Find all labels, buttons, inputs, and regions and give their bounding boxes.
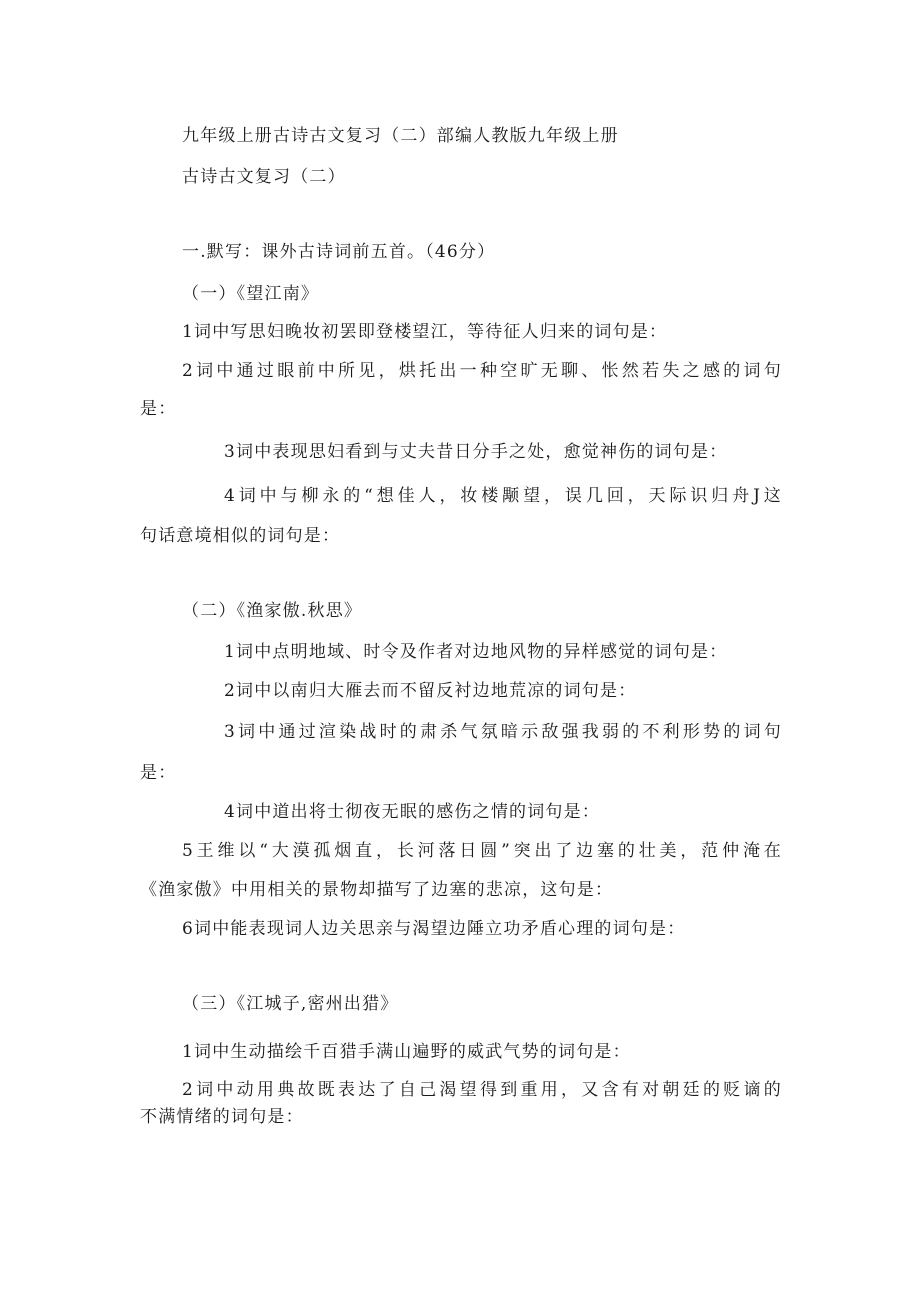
poem1-question-2-line1: 2词中通过眼前中所见，烘托出一种空旷无聊、怅然若失之感的词句 <box>182 361 782 381</box>
poem2-question-4: 4词中道出将士彻夜无眠的感伤之情的词句是： <box>224 802 601 822</box>
poem1-question-3: 3词中表现思妇看到与丈夫昔日分手之处，愈觉神伤的词句是： <box>224 442 728 462</box>
poem2-question-6: 6词中能表现词人边关思亲与渴望边陲立功矛盾心理的词句是： <box>182 919 686 939</box>
poem2-question-1: 1词中点明地域、时令及作者对边地风物的异样感觉的词句是： <box>224 642 728 662</box>
poem1-question-1: 1词中写思妇晚妆初罢即登楼望江，等待征人归来的词句是： <box>182 322 668 342</box>
document-subtitle: 古诗古文复习（二） <box>182 167 346 187</box>
poem1-heading: （一）《望江南》 <box>182 284 320 304</box>
poem2-question-3-line1: 3词中通过渲染战时的肃杀气氛暗示敌强我弱的不利形势的词句 <box>224 722 782 742</box>
poem1-question-2-line2: 是： <box>140 399 177 419</box>
poem3-heading: （三）《江城子,密州出猎》 <box>182 994 399 1014</box>
document-title: 九年级上册古诗古文复习（二）部编人教版九年级上册 <box>182 126 619 146</box>
poem3-question-1: 1词中生动描绘千百猎手满山遍野的威武气势的词句是： <box>182 1042 631 1062</box>
poem2-question-2: 2词中以南归大雁去而不留反衬边地荒凉的词句是： <box>224 681 637 701</box>
poem1-question-4-line2: 句话意境相似的词句是： <box>140 526 341 546</box>
poem3-question-2-line1: 2词中动用典故既表达了自己渴望得到重用，又含有对朝廷的贬谪的 <box>182 1080 782 1100</box>
poem3-question-2-line2: 不满情绪的词句是： <box>140 1107 304 1127</box>
poem2-heading: （二）《渔家傲.秋思》 <box>182 601 363 621</box>
poem2-question-3-line2: 是： <box>140 763 177 783</box>
poem1-question-4-line1: 4词中与柳永的“想佳人，妆楼颙望，误几回，天际识归舟J这 <box>224 486 782 506</box>
section-heading: 一.默写：课外古诗词前五首。（46分） <box>182 242 496 262</box>
poem2-question-5-line1: 5王维以“大漠孤烟直，长河落日圆”突出了边塞的壮美，范仲淹在 <box>182 841 782 861</box>
poem2-question-5-line2: 《渔家傲》中用相关的景物却描写了边塞的悲凉，这句是： <box>140 880 614 900</box>
